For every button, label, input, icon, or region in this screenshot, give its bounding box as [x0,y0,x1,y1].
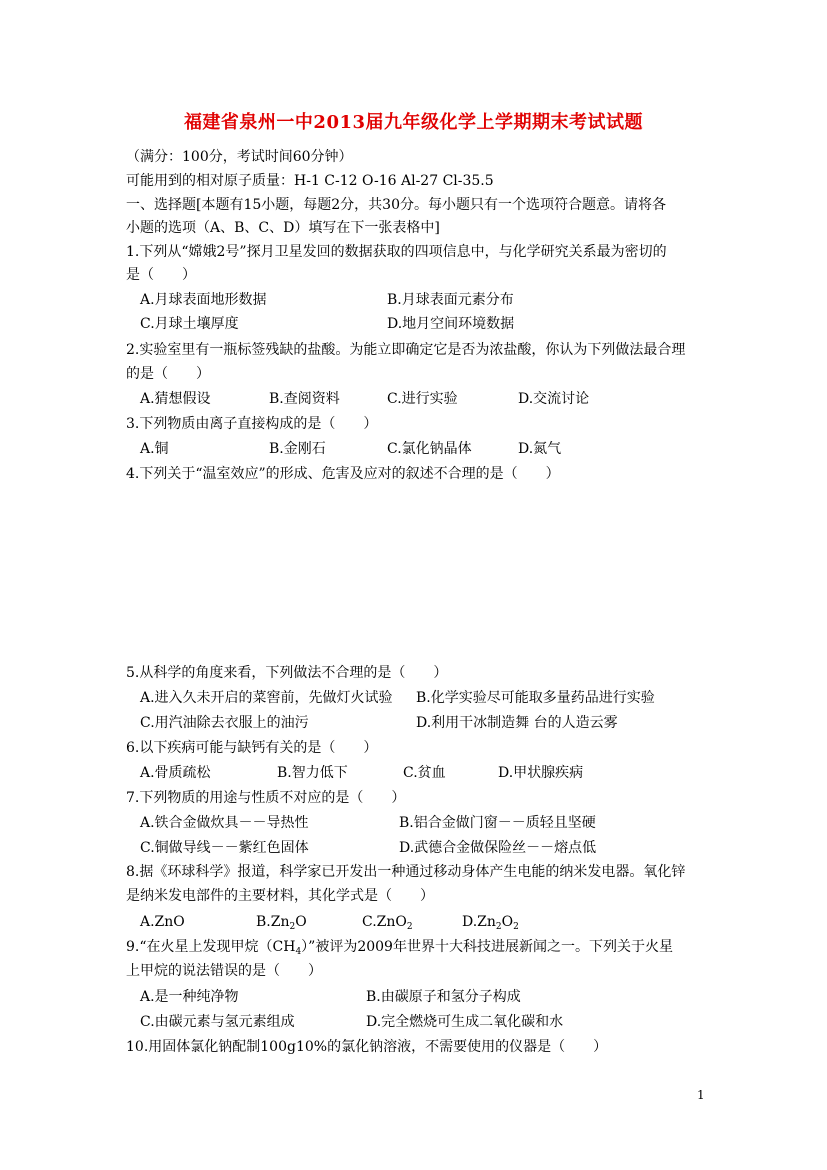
question-8-option-a: A.ZnO [140,914,185,930]
question-3-option-d: D.氮气 [518,441,562,457]
page-title: 福建省泉州一中2013届九年级化学上学期期末考试试题 [183,112,644,133]
question-8-option-d [462,913,519,931]
question-7-option-d: D.武德合金做保险丝－－熔点低 [399,840,597,856]
score-time-note: （满分：100分，考试时间60分钟） [126,149,353,165]
question-7-option-c: C.铜做导线－－紫红色固体 [140,840,309,856]
question-2-option-c: C.进行实验 [387,391,458,407]
question-3-option-b: B.金刚石 [269,441,326,457]
question-2-line-1: 2.实验室里有一瓶标签残缺的盐酸。为能立即确定它是否为浓盐酸，你认为下列做法最合理 [126,342,686,358]
question-1-line-2: 是（ ） [126,267,196,283]
question-2-option-a: A.猜想假设 [140,391,211,407]
q9-text-end: ）”被评为2009年世界十大科技进展新闻之一。下列关于火星 [301,939,673,955]
question-1-option-b: B.月球表面元素分布 [387,292,514,308]
page-number: 1 [697,1088,705,1102]
question-1-option-c: C.月球土壤厚度 [140,316,239,332]
question-6-option-a: A.骨质疏松 [140,765,211,781]
question-5-option-a: A.进入久未开启的菜窖前，先做灯火试验 [140,690,393,706]
atomic-mass-note: 可能用到的相对原子质量：H-1 C-12 O-16 Al-27 Cl-35.5 [126,173,494,189]
section-intro-line-1: 一、选择题[本题有15小题，每题2分，共30分。每小题只有一个选项符合题意。请将各 [126,197,666,213]
question-9-line-2: 上甲烷的说法错误的是（ ） [126,963,322,979]
question-5-line-1: 5.从科学的角度来看，下列做法不合理的是（ ） [126,665,448,681]
option-b-text-end: O [295,914,307,930]
question-2-option-d: D.交流讨论 [518,391,590,407]
question-7-option-a: A.铁合金做炊具－－导热性 [140,815,309,831]
question-9-option-a: A.是一种纯净物 [140,989,239,1005]
question-9-option-c: C.由碳元素与氢元素组成 [140,1014,295,1030]
subscript-2: 2 [495,922,502,932]
question-8-option-c [362,913,413,931]
question-1-option-a: A.月球表面地形数据 [140,292,267,308]
question-9-line-1 [126,938,673,956]
question-8-line-2: 是纳米发电部件的主要材料，其化学式是（ ） [126,888,434,904]
subscript-2: 2 [513,922,519,932]
question-6-option-c: C.贫血 [403,765,446,781]
question-8-line-1: 8.据《环球科学》报道，科学家已开发出一种通过移动身体产生电能的纳米发电器。氧化锌 [126,864,686,880]
section-intro-line-2: 小题的选项（A、B、C、D）填写在下一张表格中] [126,220,440,236]
question-1-option-d: D.地月空间环境数据 [387,316,515,332]
question-6-line-1: 6.以下疾病可能与缺钙有关的是（ ） [126,740,378,756]
subscript-2: 2 [406,922,413,932]
question-10-line-1: 10.用固体氯化钠配制100g10%的氯化钠溶液，不需要使用的仪器是（ ） [126,1039,608,1055]
question-7-line-1: 7.下列物质的用途与性质不对应的是（ ） [126,790,406,806]
subscript-2: 2 [289,922,296,932]
question-9-option-d: D.完全燃烧可生成二氧化碳和水 [366,1014,564,1030]
option-d-text-mid: O [501,914,514,930]
question-3-line-1: 3.下列物质由离子直接构成的是（ ） [126,416,378,432]
question-8-option-b [256,913,307,931]
question-6-option-d: D.甲状腺疾病 [498,765,584,781]
question-9-option-b: B.由碳原子和氢分子构成 [366,989,521,1005]
option-c-text: C.ZnO [362,914,407,930]
question-6-option-b: B.智力低下 [277,765,348,781]
question-3-option-c: C.氯化钠晶体 [387,441,472,457]
question-2-line-2: 的是（ ） [126,366,210,382]
option-d-text: D.Zn [462,914,496,930]
subscript-4: 4 [295,947,302,957]
question-5-option-d: D.利用干冰制造舞 台的人造云雾 [416,715,618,731]
question-2-option-b: B.查阅资料 [269,391,340,407]
question-5-option-c: C.用汽油除去衣服上的油污 [140,715,309,731]
q9-text-start: 9.“在火星上发现甲烷（CH [126,939,296,955]
question-4-line-1: 4.下列关于“温室效应”的形成、危害及应对的叙述不合理的是（ ） [126,466,560,482]
option-b-text: B.Zn [256,914,290,930]
question-1-line-1: 1.下列从“嫦娥2号”探月卫星发回的数据获取的四项信息中，与化学研究关系最为密切的 [126,244,667,260]
question-7-option-b: B.铝合金做门窗－－质轻且坚硬 [399,815,596,831]
question-5-option-b: B.化学实验尽可能取多量药品进行实验 [416,690,655,706]
question-3-option-a: A.铜 [140,441,169,457]
